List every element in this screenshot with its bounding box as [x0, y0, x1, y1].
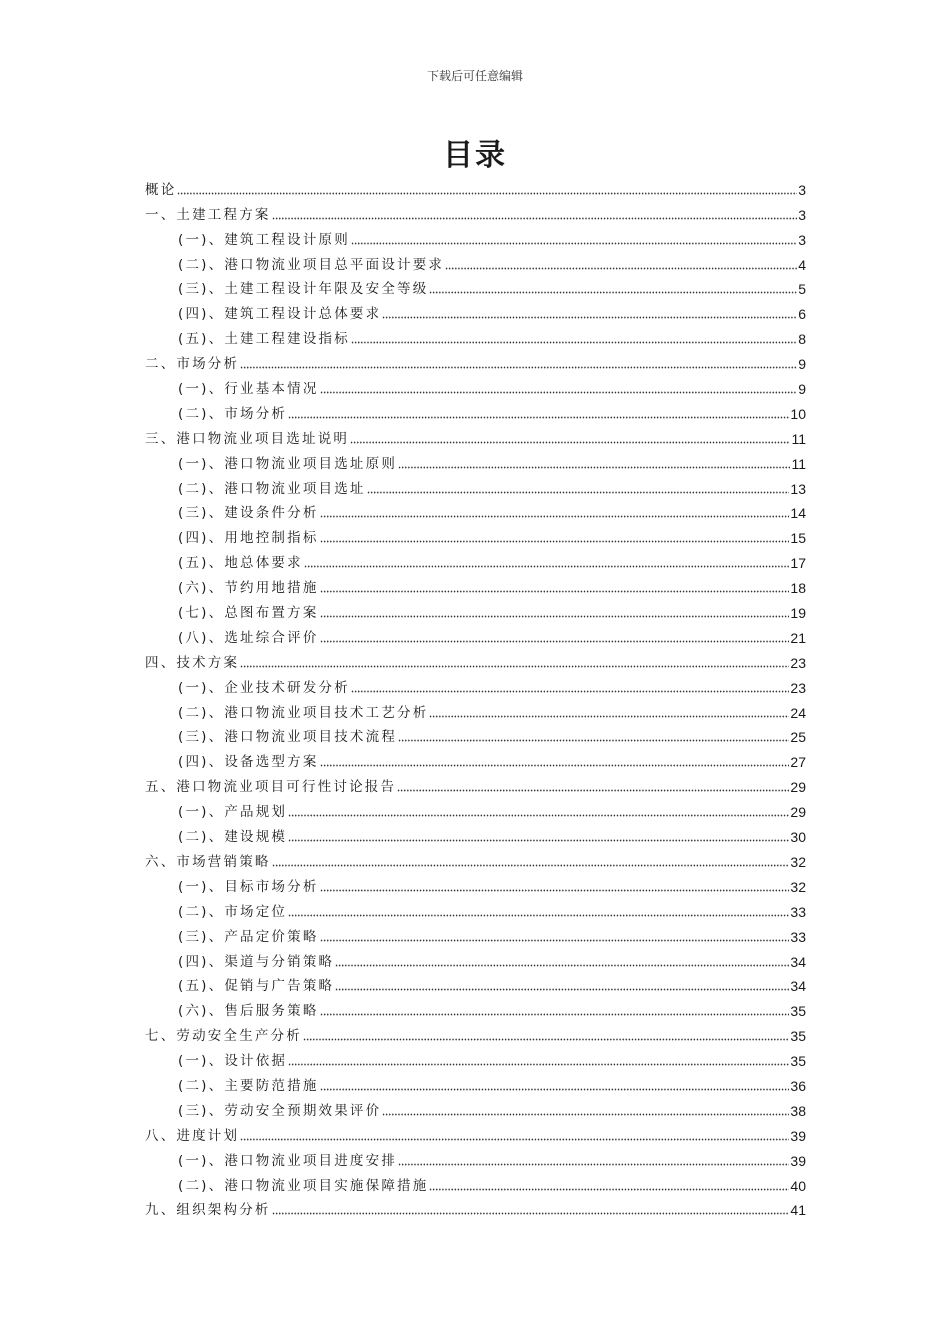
toc-entry[interactable] [145, 474, 806, 499]
toc-entry-label: (八)、选址综合评价 [178, 629, 319, 646]
toc-entry[interactable] [145, 947, 806, 972]
toc-entry-label: 六、市场营销策略 [145, 853, 271, 870]
toc-entry-label: (二)、主要防范措施 [178, 1077, 319, 1094]
toc-dot-leader [288, 1063, 789, 1066]
toc-entry[interactable] [145, 1121, 806, 1146]
toc-entry[interactable] [145, 972, 806, 997]
toc-entry-page-number: 18 [790, 580, 806, 597]
toc-entry[interactable] [145, 275, 806, 300]
toc-entry[interactable] [145, 200, 806, 225]
toc-entry-label: (二)、市场定位 [178, 903, 288, 920]
toc-entry[interactable] [145, 922, 806, 947]
toc-entry[interactable] [145, 374, 806, 399]
toc-entry-label: (五)、地总体要求 [178, 555, 303, 572]
toc-entry-page-number: 29 [790, 804, 806, 821]
toc-entry-label: (一)、设计依据 [178, 1053, 288, 1070]
toc-entry-page-number: 24 [790, 704, 806, 721]
toc-entry[interactable] [145, 772, 806, 797]
toc-dot-leader [272, 217, 798, 220]
toc-entry-label: (三)、产品定价策略 [178, 928, 319, 945]
toc-dot-leader [445, 267, 797, 270]
toc-dot-leader [288, 839, 789, 842]
toc-entry-page-number: 9 [798, 381, 806, 398]
toc-entry-label: (五)、土建工程建设指标 [178, 331, 350, 348]
toc-entry-page-number: 5 [798, 281, 806, 298]
toc-entry[interactable] [145, 573, 806, 598]
toc-entry[interactable] [145, 324, 806, 349]
toc-dot-leader [335, 964, 789, 967]
toc-entry[interactable] [145, 1171, 806, 1196]
toc-entry-page-number: 6 [798, 306, 806, 323]
toc-entry-label: (二)、港口物流业项目选址 [178, 480, 366, 497]
toc-entry-label: (一)、建筑工程设计原则 [178, 231, 350, 248]
toc-entry[interactable] [145, 1021, 806, 1046]
toc-dot-leader [320, 590, 790, 593]
toc-entry-page-number: 29 [790, 779, 806, 796]
toc-dot-leader [398, 739, 789, 742]
toc-entry-page-number: 25 [790, 729, 806, 746]
toc-dot-leader [382, 316, 797, 319]
toc-entry-label: 五、港口物流业项目可行性讨论报告 [145, 779, 397, 796]
toc-entry-label: (四)、设备选型方案 [178, 754, 319, 771]
toc-dot-leader [398, 1163, 789, 1166]
toc-entry[interactable] [145, 349, 806, 374]
toc-entry-page-number: 15 [790, 530, 806, 547]
toc-entry[interactable] [145, 250, 806, 275]
toc-entry-page-number: 32 [790, 853, 806, 870]
toc-entry-page-number: 32 [790, 878, 806, 895]
toc-dot-leader [350, 441, 790, 444]
toc-entry-page-number: 27 [790, 754, 806, 771]
toc-entry-label: (一)、目标市场分析 [178, 878, 319, 895]
toc-dot-leader [288, 416, 789, 419]
toc-entry-page-number: 3 [798, 231, 806, 248]
toc-entry-page-number: 21 [790, 629, 806, 646]
toc-dot-leader [303, 1038, 789, 1041]
toc-entry-page-number: 35 [790, 1053, 806, 1070]
toc-entry-label: (二)、港口物流业项目实施保障措施 [178, 1177, 429, 1194]
toc-title: 目录 [443, 138, 507, 173]
toc-entry[interactable] [145, 723, 806, 748]
toc-dot-leader [320, 939, 790, 942]
toc-dot-leader [320, 889, 790, 892]
toc-entry[interactable] [145, 424, 806, 449]
toc-entry-page-number: 3 [798, 206, 806, 223]
toc-entry-page-number: 13 [790, 480, 806, 497]
toc-dot-leader [429, 1188, 789, 1191]
toc-entry-page-number: 11 [791, 455, 806, 472]
toc-entry[interactable] [145, 225, 806, 250]
toc-entry-label: 三、港口物流业项目选址说明 [145, 430, 350, 447]
toc-dot-leader [320, 540, 790, 543]
toc-dot-leader [351, 341, 797, 344]
toc-entry-page-number: 34 [790, 953, 806, 970]
toc-entry-label: 四、技术方案 [145, 654, 240, 671]
header-note: 下载后可任意编辑 [426, 69, 523, 83]
toc-dot-leader [367, 491, 790, 494]
toc-entry-page-number: 39 [790, 1127, 806, 1144]
toc-dot-leader [240, 366, 797, 369]
toc-entry-label: (四)、渠道与分销策略 [178, 953, 335, 970]
toc-entry-label: (三)、建设条件分析 [178, 505, 319, 522]
toc-entry-page-number: 33 [790, 903, 806, 920]
toc-entry-page-number: 34 [790, 978, 806, 995]
toc-dot-leader [320, 515, 790, 518]
toc-entry-page-number: 9 [798, 356, 806, 373]
toc-entry[interactable] [145, 698, 806, 723]
toc-dot-leader [351, 242, 797, 245]
toc-dot-leader [382, 1113, 789, 1116]
toc-dot-leader [398, 466, 790, 469]
toc-entry-label: 二、市场分析 [145, 356, 240, 373]
toc-dot-leader [397, 789, 789, 792]
toc-entry-label: (五)、促销与广告策略 [178, 978, 335, 995]
toc-dot-leader [320, 391, 798, 394]
toc-entry-page-number: 23 [790, 679, 806, 696]
toc-entry[interactable] [145, 673, 806, 698]
toc-entry-page-number: 4 [798, 256, 806, 273]
toc-entry[interactable] [145, 1146, 806, 1171]
toc-dot-leader [288, 814, 789, 817]
toc-entry[interactable] [145, 822, 806, 847]
toc-entry[interactable] [145, 623, 806, 648]
toc-entry-page-number: 23 [790, 654, 806, 671]
toc-dot-leader [320, 1013, 790, 1016]
toc-entry[interactable] [145, 449, 806, 474]
toc-entry-label: (七)、总图布置方案 [178, 605, 319, 622]
toc-dot-leader [272, 864, 790, 867]
toc-entry-page-number: 35 [790, 1003, 806, 1020]
toc-dot-leader [335, 988, 789, 991]
toc-entry[interactable] [145, 1046, 806, 1071]
toc-dot-leader [320, 764, 790, 767]
toc-entry[interactable] [145, 797, 806, 822]
toc-entry[interactable] [145, 996, 806, 1021]
toc-entry-page-number: 39 [790, 1152, 806, 1169]
toc-dot-leader [320, 615, 790, 618]
toc-dot-leader [304, 565, 790, 568]
toc-entry[interactable] [145, 648, 806, 673]
toc-entry[interactable] [145, 1096, 806, 1121]
toc-entry-page-number: 11 [791, 430, 806, 447]
toc-entry-page-number: 3 [798, 181, 806, 198]
toc-dot-leader [177, 192, 797, 195]
toc-dot-leader [320, 640, 790, 643]
toc-entry-label: (三)、土建工程设计年限及安全等级 [178, 281, 429, 298]
toc-entry-page-number: 33 [790, 928, 806, 945]
toc-entry[interactable] [145, 847, 806, 872]
toc-entry-page-number: 8 [798, 331, 806, 348]
toc-entry-label: (六)、售后服务策略 [178, 1003, 319, 1020]
toc-dot-leader [240, 1138, 789, 1141]
toc-entry[interactable] [145, 399, 806, 424]
toc-entry-label: (四)、用地控制指标 [178, 530, 319, 547]
toc-dot-leader [288, 914, 789, 917]
toc-entry-label: (二)、市场分析 [178, 405, 288, 422]
toc-dot-leader [240, 665, 789, 668]
toc-entry-label: (三)、港口物流业项目技术流程 [178, 729, 398, 746]
toc-entry[interactable] [145, 1071, 806, 1096]
toc-entry[interactable] [145, 872, 806, 897]
toc-entry-label: (三)、劳动安全预期效果评价 [178, 1102, 382, 1119]
toc-entry[interactable] [145, 523, 806, 548]
toc-entry-label: (一)、港口物流业项目选址原则 [178, 455, 398, 472]
toc-entry[interactable] [145, 747, 806, 772]
toc-dot-leader [429, 291, 797, 294]
toc-entry-label: 概论 [145, 181, 177, 198]
toc-entry-label: (四)、建筑工程设计总体要求 [178, 306, 382, 323]
toc-entry[interactable] [145, 499, 806, 524]
toc-dot-leader [351, 690, 789, 693]
toc-entry[interactable] [145, 299, 806, 324]
table-of-contents [145, 175, 806, 1220]
toc-entry[interactable] [145, 175, 806, 200]
toc-entry-page-number: 14 [790, 505, 806, 522]
toc-entry-page-number: 10 [790, 405, 806, 422]
toc-entry-page-number: 35 [790, 1028, 806, 1045]
toc-entry-page-number: 38 [790, 1102, 806, 1119]
toc-entry-page-number: 19 [790, 605, 806, 622]
toc-entry-label: 七、劳动安全生产分析 [145, 1028, 302, 1045]
toc-entry[interactable] [145, 598, 806, 623]
toc-entry-page-number: 41 [790, 1202, 806, 1219]
toc-entry-label: 九、组织架构分析 [145, 1202, 271, 1219]
toc-entry-label: (二)、港口物流业项目总平面设计要求 [178, 256, 445, 273]
toc-entry-label: (一)、产品规划 [178, 804, 288, 821]
toc-entry-page-number: 17 [790, 555, 806, 572]
toc-entry-label: (一)、港口物流业项目进度安排 [178, 1152, 398, 1169]
toc-entry-label: (六)、节约用地措施 [178, 580, 319, 597]
toc-dot-leader [272, 1212, 790, 1215]
toc-entry-label: (二)、港口物流业项目技术工艺分析 [178, 704, 429, 721]
toc-entry-page-number: 40 [790, 1177, 806, 1194]
toc-entry[interactable] [145, 1196, 806, 1221]
toc-entry-label: 八、进度计划 [145, 1127, 240, 1144]
toc-dot-leader [429, 715, 789, 718]
toc-entry[interactable] [145, 548, 806, 573]
toc-entry-label: 一、土建工程方案 [145, 206, 271, 223]
toc-dot-leader [320, 1088, 790, 1091]
toc-entry-page-number: 30 [790, 829, 806, 846]
toc-entry-label: (一)、行业基本情况 [178, 381, 319, 398]
toc-entry[interactable] [145, 897, 806, 922]
toc-entry-label: (一)、企业技术研发分析 [178, 679, 350, 696]
toc-entry-page-number: 36 [790, 1077, 806, 1094]
toc-entry-label: (二)、建设规模 [178, 829, 288, 846]
